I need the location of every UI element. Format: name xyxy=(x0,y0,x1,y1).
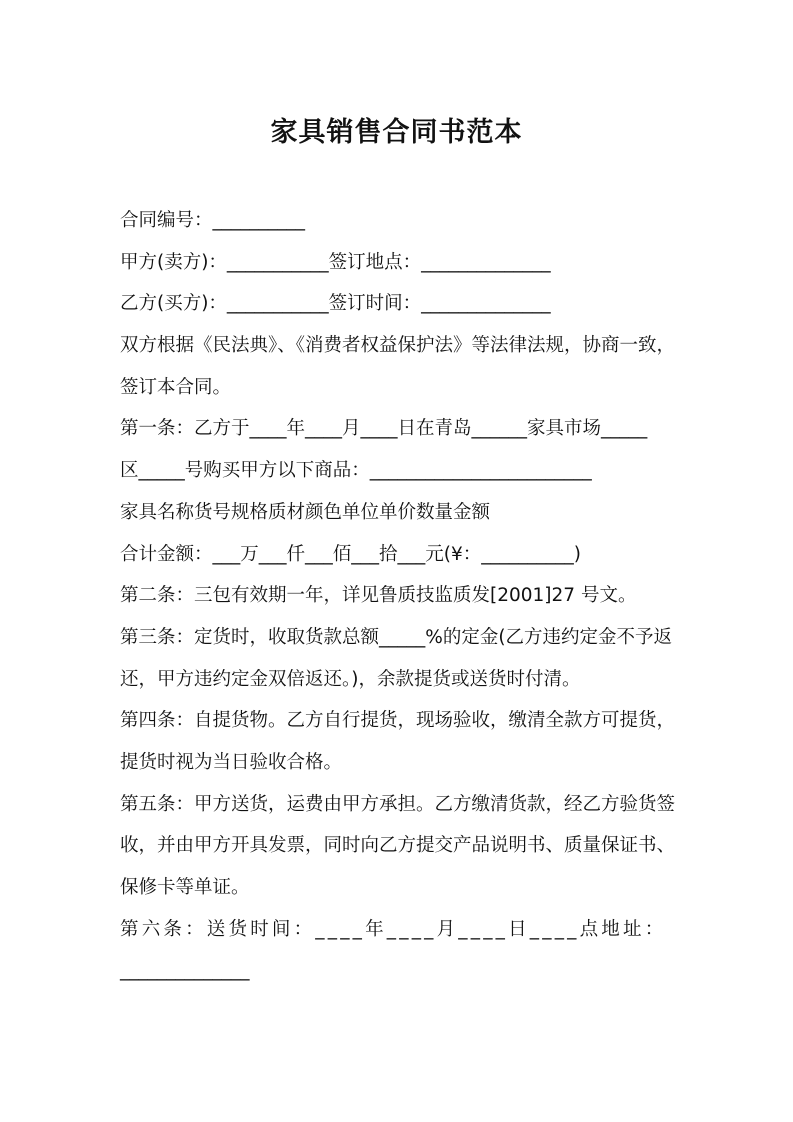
party-a-line: 甲方(卖方)：___________签订地点：______________ xyxy=(120,251,551,273)
document-body xyxy=(120,200,680,992)
article-6-line-2: ______________ xyxy=(120,960,250,982)
article-6-line-1: 第六条：送货时间：____年____月____日____点地址： xyxy=(120,918,667,940)
article-5-line-3: 保修卡等单证。 xyxy=(120,877,250,898)
article-1-line-2: 区_____号购买甲方以下商品：________________________ xyxy=(120,460,592,482)
article-3-line-2: 还，甲方违约定金双倍返还。)，余款提货或送货时付清。 xyxy=(120,668,581,690)
total-amount-line: 合计金额：___万___仟___佰___拾___元(¥：__________) xyxy=(120,543,581,565)
article-5-line-2: 收，并由甲方开具发票，同时向乙方提交产品说明书、质量保证书、 xyxy=(120,835,676,857)
preamble-line-1: 双方根据《民法典》、《消费者权益保护法》等法律法规，协商一致， xyxy=(120,335,676,357)
article-5-line-1: 第五条：甲方送货，运费由甲方承担。乙方缴清货款，经乙方验货签 xyxy=(120,793,676,815)
preamble-line-2: 签订本合同。 xyxy=(120,376,232,398)
contract-number-line: 合同编号：__________ xyxy=(120,210,306,231)
document-title: 家具销售合同书范本 xyxy=(270,117,523,148)
article-2-line: 第二条：三包有效期一年，详见鲁质技监质发[2001]27 号文。 xyxy=(120,585,637,607)
article-4-line-1: 第四条：自提货物。乙方自行提货，现场验收，缴清全款方可提货， xyxy=(120,710,676,732)
article-3-line-1: 第三条：定货时，收取货款总额_____%的定金(乙方违约定金不予返 xyxy=(120,626,673,648)
party-b-line: 乙方(买方)：___________签订时间：______________ xyxy=(120,293,551,315)
article-1-line-1: 第一条：乙方于____年____月____日在青岛______家具市场_____ xyxy=(120,418,648,440)
article-4-line-2: 提货时视为当日验收合格。 xyxy=(120,751,343,773)
goods-header-line: 家具名称货号规格质材颜色单位单价数量金额 xyxy=(120,501,491,523)
